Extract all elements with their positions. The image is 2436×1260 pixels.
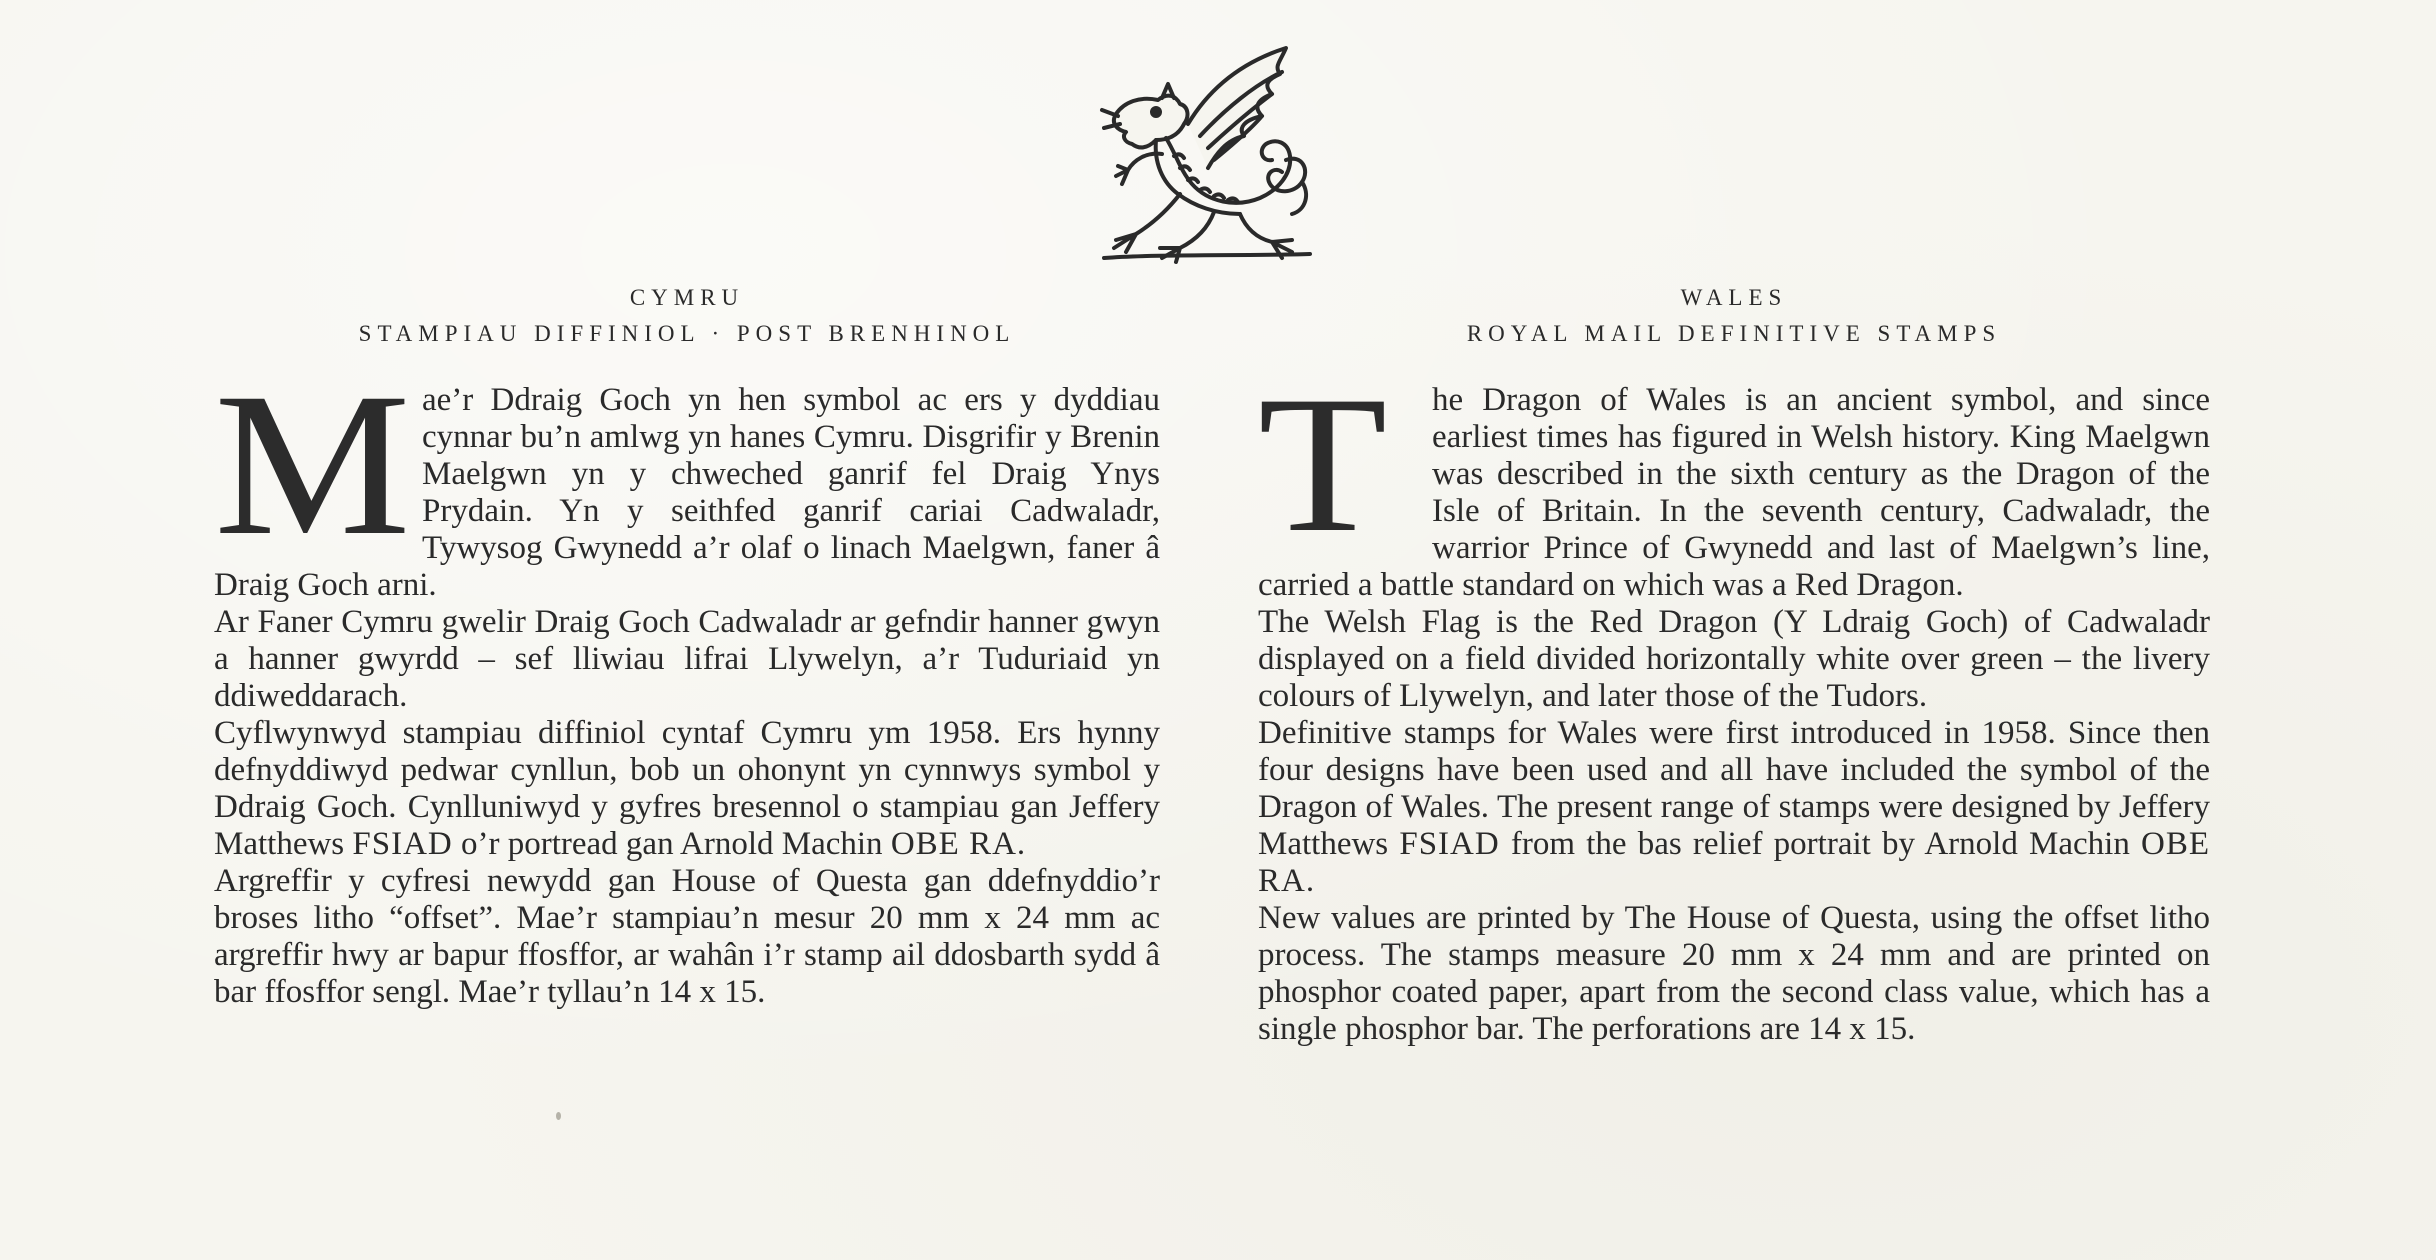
- welsh-body: [214, 351, 1160, 1011]
- welsh-paragraph-4: Argreffir y cyfresi newydd gan House of Questa gan ddefnyddio’r broses litho “offset”. Mae’r stampiau’n mesur 20 mm x 24 mm ac argreffir hwy ar bapur ffosffor, ar wahân i’r stamp ail ddosbarth sydd â bar ffosffor sengl. Mae’r tyllau’n 14 x 15.: [214, 863, 1160, 1010]
- welsh-paragraph-2: Ar Faner Cymru gwelir Draig Goch Cadwaladr ar gefndir hanner gwyn a hanner gwyrdd – sef lliwiau lifrai Llywelyn, a’r Tuduriaid yn ddiweddarach.: [214, 604, 1160, 714]
- english-paragraph-3: Definitive stamps for Wales were first introduced in 1958. Since then four designs have been used and all have included the symbol of the Dragon of Wales. The present range of stamps were designed by Jeffery Matthews FSIAD from the bas relief portrait by Arnold Machin OBE RA.: [1258, 715, 2210, 899]
- english-body: [1258, 356, 2210, 1048]
- welsh-heading: CYMRU: [629, 285, 745, 310]
- english-paragraph-4: New values are printed by The House of Questa, using the offset litho process. The stamps measure 20 mm x 24 mm and are printed on phosphor coated paper, apart from the second class value, which has a single phosphor bar. The perforations are 14 x 15.: [1258, 900, 2210, 1047]
- english-paragraph-2: The Welsh Flag is the Red Dragon (Y Ldraig Goch) of Cadwaladr displayed on a field divided horizontally white over green – the livery colours of Llywelyn, and later those of the Tudors.: [1258, 604, 2210, 714]
- paper-speck: [556, 1112, 561, 1120]
- welsh-paragraph-3: Cyflwynwyd stampiau diffiniol cyntaf Cymru ym 1958. Ers hynny defnyddiwyd pedwar cynllun, bob un ohonynt yn cynnwys symbol y Ddraig Goch. Cynlluniwyd y gyfres bresennol o stampiau gan Jeffery Matthews FSIAD o’r portread gan Arnold Machin OBE RA.: [214, 715, 1160, 862]
- english-dropcap: T: [1258, 356, 1388, 573]
- welsh-column: [214, 280, 1160, 1011]
- welsh-subheading: STAMPIAU DIFFINIOL · POST BRENHINOL: [358, 321, 1016, 346]
- english-subheading: ROYAL MAIL DEFINITIVE STAMPS: [1466, 321, 2002, 346]
- welsh-dragon-icon: [1096, 44, 1316, 266]
- welsh-paragraph-1: ae’r Ddraig Goch yn hen symbol ac ers y dyddiau cynnar bu’n amlwg yn hanes Cymru. Disgrifir y Brenin Maelgwn yn y chweched ganrif fel Draig Ynys Prydain. Yn y seithfed ganrif cariai Cadwaladr, Tywysog Gwynedd a’r olaf o linach Maelgwn, faner â Draig Goch arni.: [214, 382, 1160, 603]
- english-paragraph-1: he Dragon of Wales is an ancient symbol, and since earliest times has figured in Welsh history. King Maelgwn was described in the sixth century as the Dragon of the Isle of Britain. In the seventh century, Cadwaladr, the warrior Prince of Gwynedd and last of Maelgwn’s line, carried a battle standard on which was a Red Dragon.: [1258, 382, 2210, 603]
- welsh-dropcap: M: [214, 351, 411, 578]
- english-column: [1258, 280, 2210, 1048]
- english-heading: WALES: [1680, 285, 1788, 310]
